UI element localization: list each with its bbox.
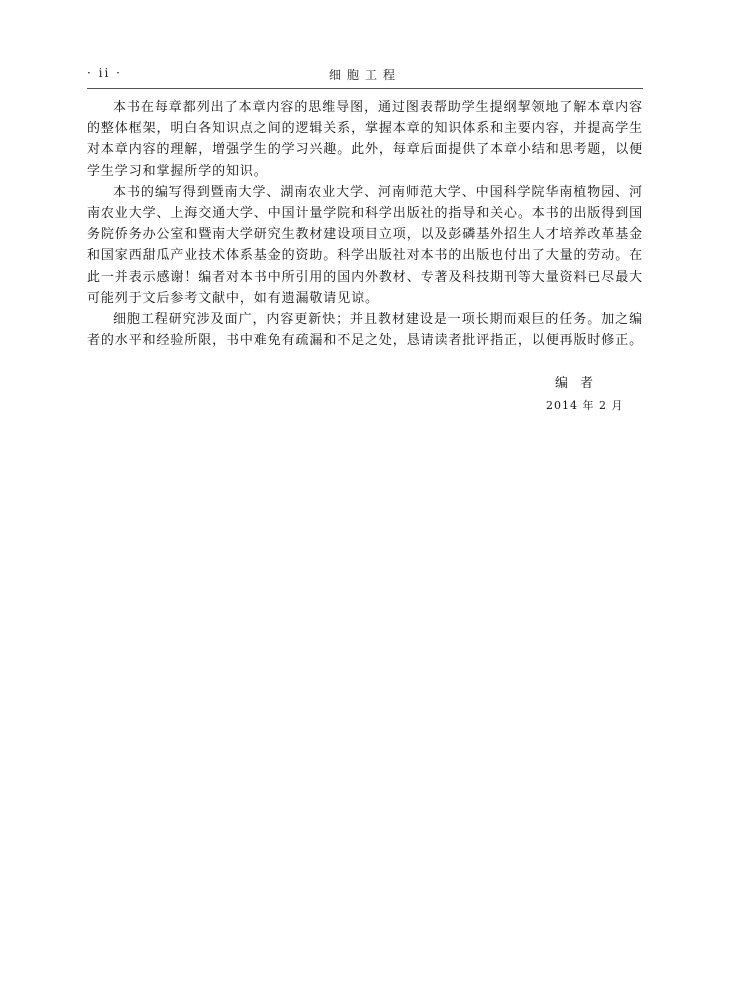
author-signature: 编者 <box>554 376 605 391</box>
page-header <box>87 66 643 86</box>
running-title: 细胞工程 <box>328 68 401 82</box>
paragraph-closing: 细胞工程研究涉及面广，内容更新快；并且教材建设是一项长期而艰巨的任务。加之编者的水平和经验所限，书中难免有疏漏和不足之处，恳请读者批评指正，以便再版时修正。 <box>87 312 644 349</box>
preface-body <box>87 97 643 351</box>
header-rule <box>87 88 643 89</box>
signature-date: 2014 年 2 月 <box>546 399 624 412</box>
paragraph-acknowledgements: 本书的编写得到暨南大学、湖南农业大学、河南师范大学、中国科学院华南植物园、河南农业大学、上海交通大学、中国计量学院和科学出版社的指导和关心。本书的出版得到国务院侨务办公室和暨南大学研究生教材建设项目立项，以及彭磷基外招生人才培养改革基金和国家西甜瓜产业技术体系基金的资助。科学出版社对本书的出版也付出了大量的劳动。在此一并表示感谢！编者对本书中所引用的国内外教材、专著及科技期刊等大量资料已尽最大可能列于文后参考文献中，如有遗漏敬请见谅。 <box>87 184 644 306</box>
page-number: · ii · <box>87 66 122 80</box>
paragraph-mind-maps: 本书在每章都列出了本章内容的思维导图，通过图表帮助学生提纲挈领地了解本章内容的整体框架，明白各知识点之间的逻辑关系，掌握本章的知识体系和主要内容，并提高学生对本章内容的理解，增强学生的学习兴趣。此外，每章后面提供了本章小结和思考题，以便学生学习和掌握所学的知识。 <box>87 100 644 179</box>
